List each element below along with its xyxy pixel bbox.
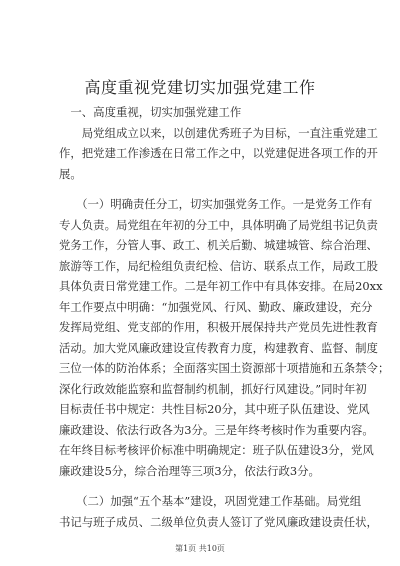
paragraph-gap — [59, 184, 356, 194]
text-line: （一）明确责任分工，切实加强党务工作。一是党务工作有 — [59, 197, 373, 211]
text-line: 局党组成立以来，以创建优秀班子为目标，一直注重党建工 — [59, 125, 378, 140]
text-line: 深化行政效能监察和监督制约机制，抓好行风建设。”同时年初 — [59, 381, 367, 396]
paragraph-gap — [59, 481, 356, 491]
text-line: 专人负责。局党组在年初的分工中，具体明确了局党组书记负责 — [59, 217, 378, 232]
text-line: 展。 — [59, 166, 82, 181]
text-line: 三位一体的防治体系；全面落实国土资源部十项措施和五条禁令； — [59, 361, 390, 375]
page-footer: 第1页 共10页 — [175, 544, 225, 553]
text-line: 书记与班子成员、二级单位负责人签订了党风廉政建设责任状， — [59, 514, 378, 529]
document-body — [59, 102, 390, 532]
text-line: 具体负责日常党建工作。二是年初工作中有具体安排。在局20xx — [59, 279, 383, 293]
text-line: 廉政建设5分，综合治理等三项3分，依法行政3分。 — [59, 463, 320, 478]
page-title: 高度重视党建切实加强党建工作 — [84, 78, 316, 97]
text-line: 目标责任书中规定：共性目标20分，其中班子队伍建设、党风 — [59, 402, 370, 416]
text-line: 旅游等工作，局纪检组负责纪检、信访、联系点工作，局政工股 — [59, 258, 378, 273]
text-line: （二）加强“五个基本”建设，巩固党建工作基础。局党组 — [59, 494, 362, 508]
text-line: 年工作要点中明确：“加强党风、行风、勤政、廉政建设，充分 — [59, 299, 373, 314]
text-line: 作，把党建工作渗透在日常工作之中，以党建促进各项工作的开 — [59, 146, 378, 160]
text-line: 发挥局党组、党支部的作用，积极开展保持共产党员先进性教育 — [59, 320, 378, 334]
text-line: 在年终目标考核评价标准中明确规定：班子队伍建设3分，党风 — [59, 443, 374, 457]
text-line: 廉政建设、依法行政各为3分。三是年终考核时作为重要内容。 — [59, 422, 374, 437]
text-line: 一、高度重视，切实加强党建工作 — [59, 105, 242, 119]
text-line: 活动。加大党风廉政建设宣传教育力度，构建教育、监督、制度 — [59, 340, 378, 355]
text-line: 党务工作，分管人事、政工、机关后勤、城建城管、综合治理、 — [59, 238, 378, 252]
